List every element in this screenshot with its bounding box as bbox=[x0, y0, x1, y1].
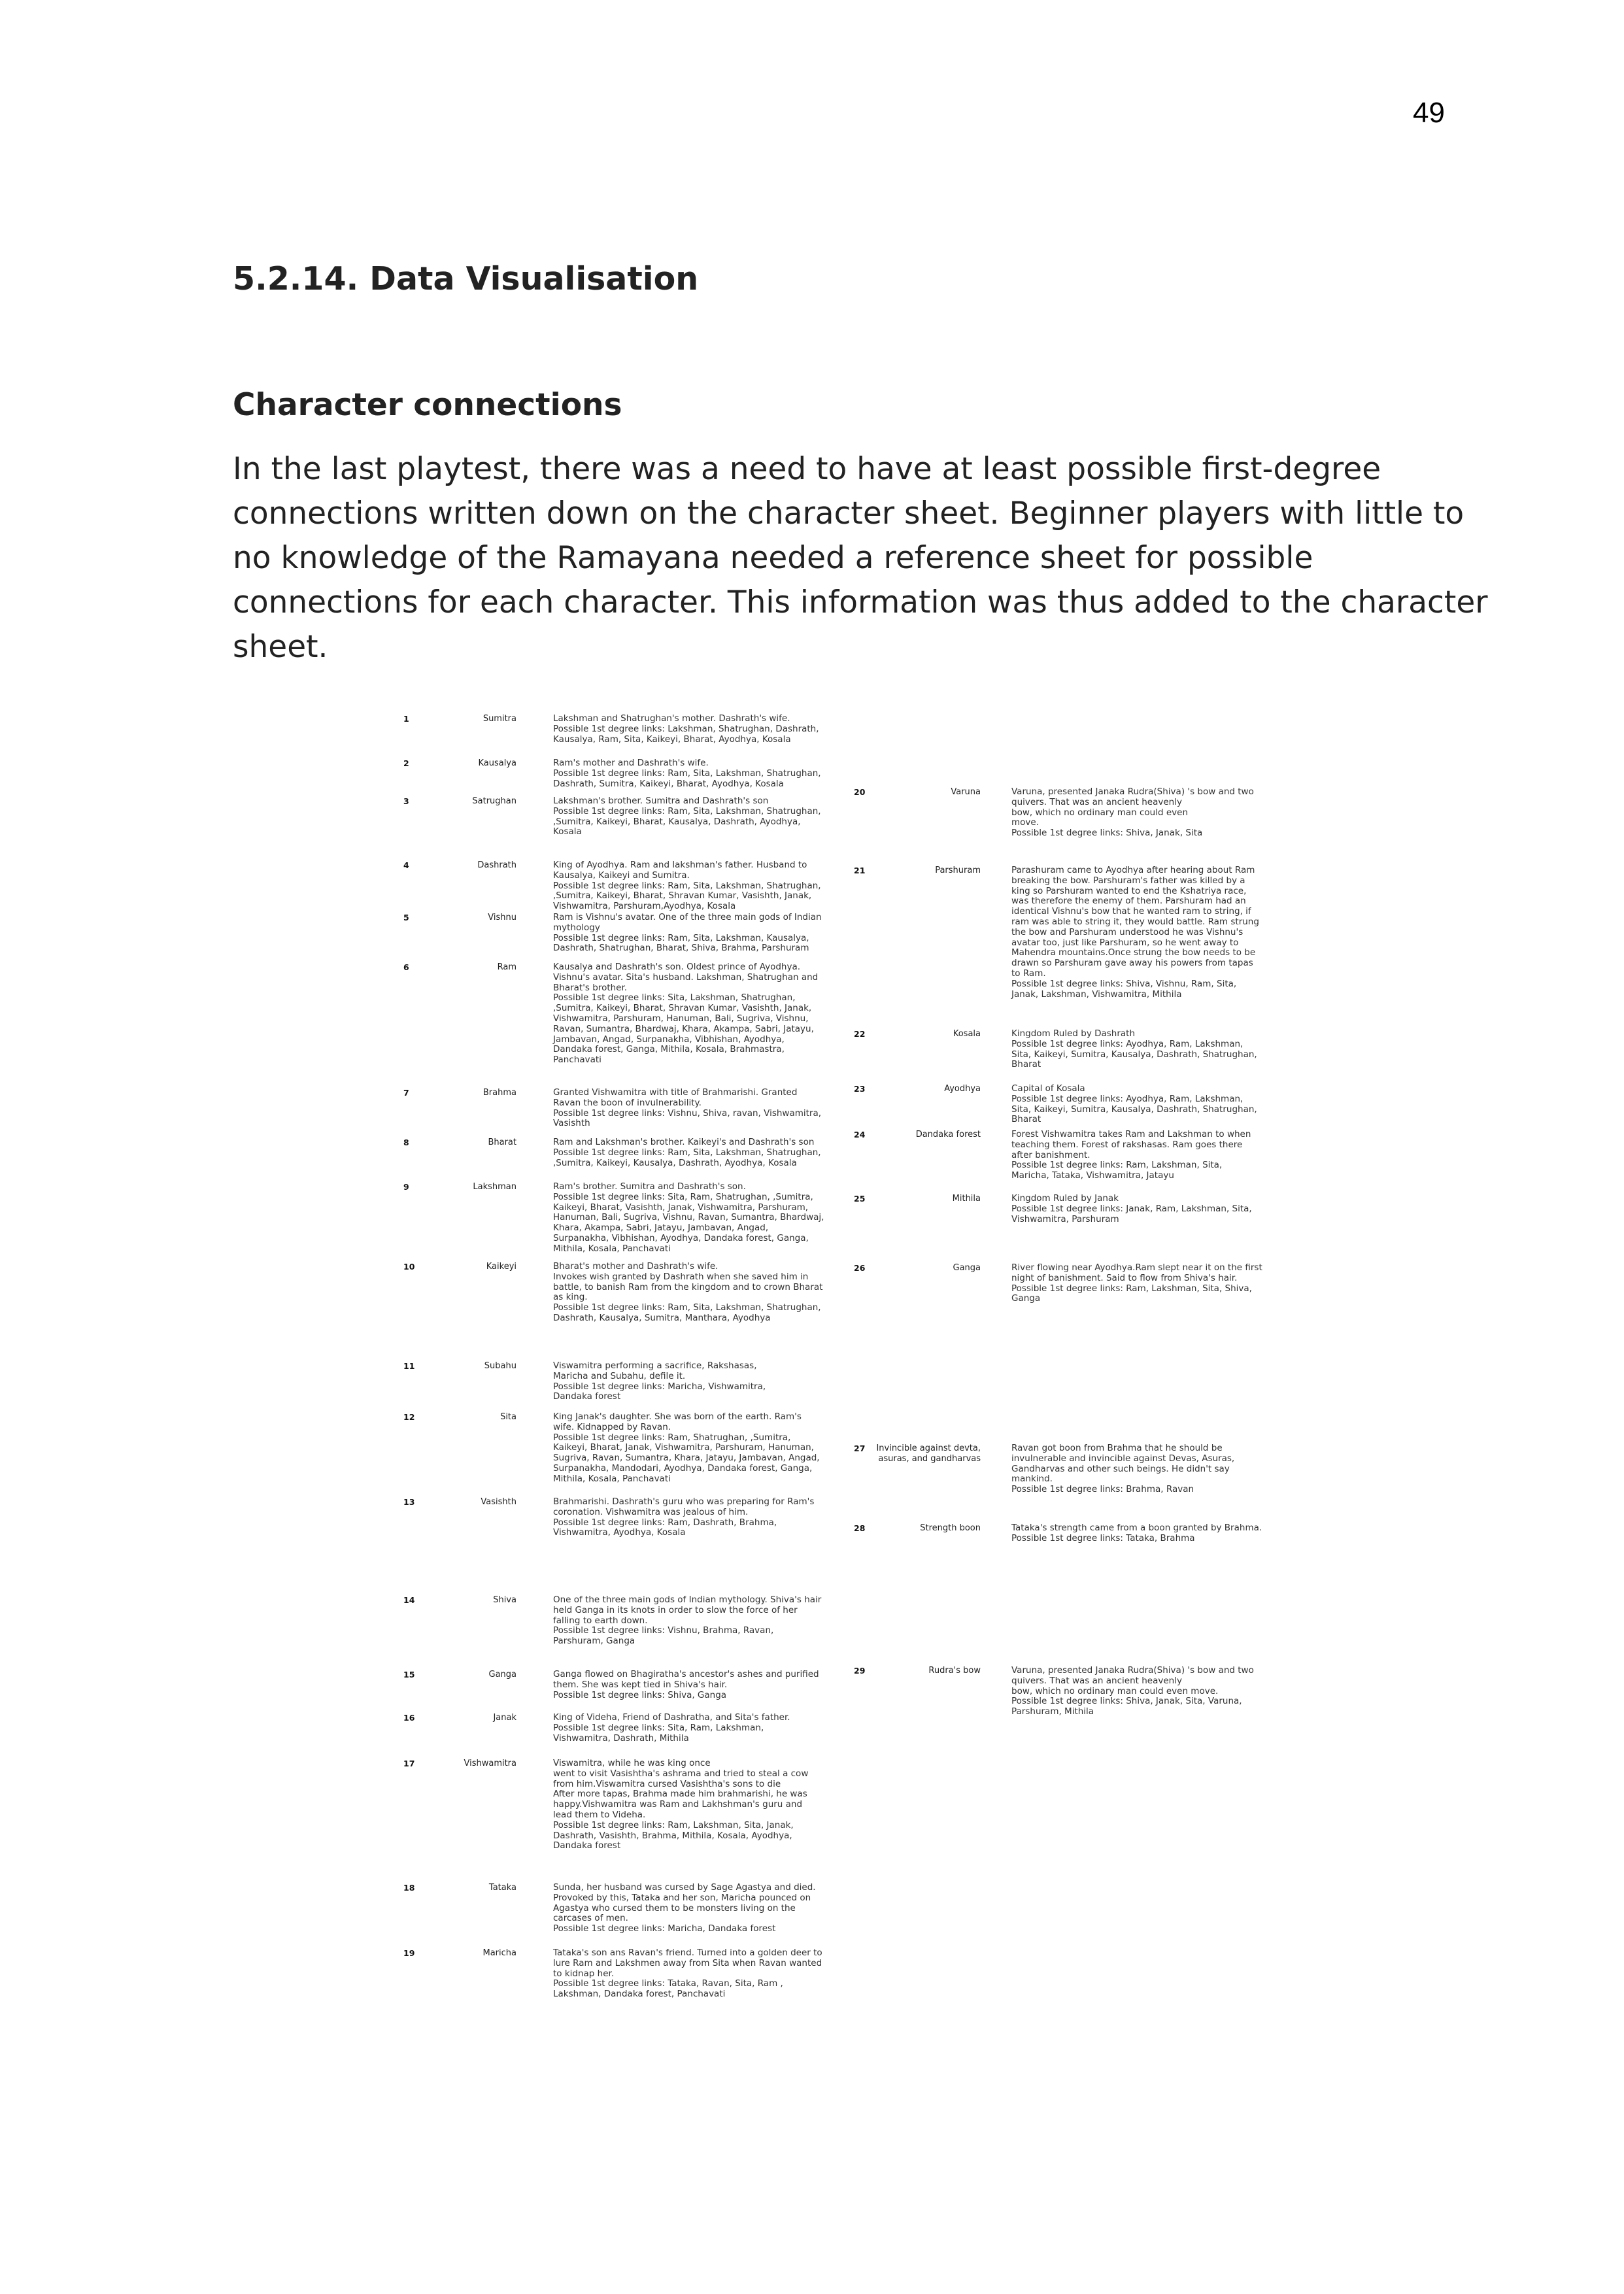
character-name bbox=[418, 1759, 516, 1769]
description-line: Brahmarishi. Dashrath's guru who was preparing for Ram's bbox=[553, 1496, 815, 1507]
description-line: Viswamitra, while he was king once bbox=[553, 1758, 711, 1768]
description-line: ,Sumitra, Kaikeyi, Kausalya, Dashrath, Ayodhya, Kosala bbox=[553, 1157, 797, 1168]
description-line: lead them to Videha. bbox=[553, 1809, 646, 1820]
description-line: them. She was kept tied in Shiva's hair. bbox=[553, 1679, 728, 1690]
description-line: was therefore the enemy of them. Parshuram had an bbox=[1011, 896, 1246, 907]
character-name-line: Satrughan bbox=[472, 796, 516, 806]
character-name-line: Lakshman bbox=[473, 1182, 516, 1192]
description-line: Dandaka forest bbox=[553, 1840, 621, 1851]
row-number: 8 bbox=[403, 1138, 409, 1147]
description-line: Lakshman and Shatrughan's mother. Dashrath's wife. bbox=[553, 713, 790, 724]
description-line: Bharat bbox=[1011, 1114, 1041, 1125]
description-line: Possible 1st degree links: Sita, Ram, Shatrughan, ,Sumitra, bbox=[553, 1191, 813, 1202]
intro-line: connections written down on the character sheet. Beginner players with little to bbox=[233, 496, 1464, 531]
description-line: Varuna, presented Janaka Rudra(Shiva) 's bow and two bbox=[1011, 786, 1254, 797]
character-name-line: Rudra's bow bbox=[928, 1666, 981, 1676]
description-line: after banishment. bbox=[1011, 1149, 1091, 1160]
character-name-line: Ram bbox=[497, 962, 516, 972]
description-line: Possible 1st degree links: Vishnu, Shiva, ravan, Vishwamitra, bbox=[553, 1107, 822, 1119]
description-line: Vishwamitra, Parshuram bbox=[1011, 1213, 1119, 1224]
character-description bbox=[553, 1948, 841, 2000]
character-name bbox=[418, 714, 516, 724]
character-name-line: Kosala bbox=[953, 1029, 981, 1039]
description-line: Sunda, her husband was cursed by Sage Agastya and died. bbox=[553, 1882, 816, 1893]
row-number: 21 bbox=[854, 866, 866, 875]
description-line: Possible 1st degree links: Shiva, Ganga bbox=[553, 1689, 727, 1700]
row-number: 1 bbox=[403, 714, 409, 724]
description-line: Mahendra mountains.Once strung the bow needs to be bbox=[1011, 947, 1256, 958]
description-line: Invokes wish granted by Dashrath when she saved him in bbox=[553, 1271, 809, 1282]
intro-line: no knowledge of the Ramayana needed a reference sheet for possible bbox=[233, 540, 1313, 576]
row-number: 13 bbox=[403, 1497, 415, 1507]
description-line: River flowing near Ayodhya.Ram slept near it on the first bbox=[1011, 1262, 1262, 1273]
description-line: Possible 1st degree links: Tataka, Ravan, Sita, Ram , bbox=[553, 1978, 783, 1989]
description-line: Agastya who cursed them to be monsters living on the bbox=[553, 1902, 796, 1914]
character-name-line: Tataka bbox=[488, 1883, 516, 1893]
character-name bbox=[418, 1713, 516, 1723]
intro-line: sheet. bbox=[233, 629, 328, 665]
description-line: night of banishment. Said to flow from Shiva's hair. bbox=[1011, 1272, 1238, 1283]
description-line: to Ram. bbox=[1011, 968, 1046, 979]
description-line: One of the three main gods of Indian mythology. Shiva's hair bbox=[553, 1594, 822, 1605]
description-line: Dashrath, Vasishth, Brahma, Mithila, Kosala, Ayodhya, bbox=[553, 1830, 792, 1841]
character-name bbox=[870, 1029, 981, 1039]
row-number: 16 bbox=[403, 1713, 415, 1723]
description-line: Provoked by this, Tataka and her son, Maricha pounced on bbox=[553, 1892, 811, 1903]
description-line: Vishnu's avatar. Sita's husband. Lakshman, Shatrughan and bbox=[553, 971, 819, 983]
row-number: 3 bbox=[403, 796, 409, 806]
row-number: 22 bbox=[854, 1029, 866, 1039]
description-line: wife. Kidnapped by Ravan. bbox=[553, 1421, 671, 1432]
description-line: Viswamitra performing a sacrifice, Rakshasas, bbox=[553, 1360, 757, 1371]
description-line: Gandharvas and other such beings. He didn't say bbox=[1011, 1463, 1230, 1474]
description-line: Possible 1st degree links: Ram, Lakshman, Sita, Janak, bbox=[553, 1819, 794, 1830]
character-name-line: Kausalya bbox=[478, 758, 516, 768]
character-name-line: Vasishth bbox=[481, 1497, 516, 1507]
description-line: drawn so Parshuram gave away his powers from tapas bbox=[1011, 958, 1253, 969]
row-number: 24 bbox=[854, 1130, 866, 1139]
character-name bbox=[870, 1523, 981, 1534]
description-line: Ram is Vishnu's avatar. One of the three main gods of Indian bbox=[553, 912, 822, 922]
character-description bbox=[553, 1497, 841, 1538]
description-line: After more tapas, Brahma made him brahmarishi, he was bbox=[553, 1789, 807, 1800]
character-name bbox=[418, 1670, 516, 1680]
character-description bbox=[1011, 1523, 1286, 1544]
description-line: move. bbox=[1011, 817, 1039, 828]
description-line: ,Sumitra, Kaikeyi, Bharat, Shravan Kumar, Vasishth, Janak, bbox=[553, 1003, 812, 1014]
character-description bbox=[553, 796, 841, 837]
description-line: Possible 1st degree links: Sita, Lakshman, Shatrughan, bbox=[553, 992, 796, 1004]
description-line: Tataka's strength came from a boon granted by Brahma. bbox=[1011, 1523, 1262, 1533]
character-description bbox=[553, 1262, 841, 1324]
description-line: from him.Viswamitra cursed Vasishtha's sons to die bbox=[553, 1778, 781, 1789]
row-number: 18 bbox=[403, 1883, 415, 1893]
description-line: Sugriva, Ravan, Sumantra, Khara, Jatayu, Jambavan, Angad, bbox=[553, 1453, 820, 1464]
character-name bbox=[870, 1666, 981, 1676]
description-line: Possible 1st degree links: Shiva, Vishnu, Ram, Sita, bbox=[1011, 978, 1237, 989]
character-name bbox=[418, 913, 516, 923]
description-line: Dashrath, Shatrughan, Bharat, Shiva, Brahma, Parshuram bbox=[553, 943, 809, 954]
character-name-line: Vishwamitra bbox=[464, 1759, 516, 1768]
description-line: Possible 1st degree links: Ayodhya, Ram, Lakshman, bbox=[1011, 1093, 1243, 1104]
character-name bbox=[870, 1084, 981, 1094]
character-name bbox=[870, 866, 981, 876]
description-line: bow, which no ordinary man could even bbox=[1011, 807, 1189, 818]
description-line: Kingdom Ruled by Janak bbox=[1011, 1193, 1119, 1204]
row-number: 7 bbox=[403, 1088, 409, 1098]
description-line: Ravan got boon from Brahma that he should be bbox=[1011, 1443, 1223, 1453]
description-line: to kidnap her. bbox=[553, 1968, 615, 1979]
description-line: Possible 1st degree links: Ram, Sita, Lakshman, Kausalya, bbox=[553, 932, 809, 943]
description-line: King of Videha, Friend of Dashratha, and Sita's father. bbox=[553, 1712, 790, 1723]
description-line: Dashrath, Sumitra, Kaikeyi, Bharat, Ayodhya, Kosala bbox=[553, 778, 784, 789]
character-description bbox=[553, 1595, 841, 1647]
character-description bbox=[553, 962, 841, 1066]
row-number: 29 bbox=[854, 1666, 866, 1676]
character-name-line: Kaikeyi bbox=[486, 1262, 516, 1272]
description-line: ram was able to string it, they would battle. Ram strung bbox=[1011, 916, 1259, 927]
description-line: Khara, Akampa, Sabri, Jatayu, Jambavan, Angad, bbox=[553, 1223, 769, 1234]
description-line: Dandaka forest, Ganga, Mithila, Kosala, Brahmastra, bbox=[553, 1044, 785, 1055]
description-line: Mithila, Kosala, Panchavati bbox=[553, 1473, 671, 1484]
description-line: lure Ram and Lakshmen away from Sita when Ravan wanted bbox=[553, 1957, 822, 1968]
description-line: Ravan the boon of invulnerability. bbox=[553, 1097, 702, 1108]
character-name-line: Invincible against devta, bbox=[876, 1443, 981, 1453]
character-name-line: Mithila bbox=[952, 1194, 981, 1204]
description-line: Tataka's son ans Ravan's friend. Turned into a golden deer to bbox=[553, 1948, 822, 1958]
description-line: Maricha, Tataka, Vishwamitra, Jatayu bbox=[1011, 1170, 1174, 1181]
character-description bbox=[1011, 866, 1286, 1000]
character-name bbox=[870, 1130, 981, 1140]
character-name-line: Bharat bbox=[488, 1138, 516, 1147]
description-line: Dashrath, Kausalya, Sumitra, Manthara, Ayodhya bbox=[553, 1312, 771, 1323]
description-line: Sita, Kaikeyi, Sumitra, Kausalya, Dashrath, Shatrughan, bbox=[1011, 1049, 1257, 1060]
row-number: 19 bbox=[403, 1948, 415, 1958]
description-line: Possible 1st degree links: Ram, Lakshman, Sita, Shiva, bbox=[1011, 1283, 1252, 1294]
description-line: avatar too, just like Parshuram, so he went away to bbox=[1011, 937, 1239, 948]
description-line: Possible 1st degree links: Ram, Sita, Lakshman, Shatrughan, bbox=[553, 1302, 821, 1313]
character-name bbox=[870, 787, 981, 798]
character-description bbox=[553, 714, 841, 745]
character-description bbox=[1011, 1084, 1286, 1125]
sub-heading: Character connections bbox=[233, 387, 622, 423]
character-name bbox=[418, 1412, 516, 1423]
intro-paragraph bbox=[233, 447, 1488, 669]
description-line: Possible 1st degree links: Sita, Ram, Lakshman, bbox=[553, 1722, 764, 1733]
character-name-line: Maricha bbox=[482, 1948, 516, 1958]
row-number: 23 bbox=[854, 1084, 866, 1094]
character-description bbox=[553, 913, 841, 954]
description-line: Ram and Lakshman's brother. Kaikeyi's and Dashrath's son bbox=[553, 1137, 815, 1147]
description-line: Parshuram, Mithila bbox=[1011, 1706, 1094, 1717]
section-heading: 5.2.14. Data Visualisation bbox=[233, 260, 699, 297]
description-line: Surpanakha, Vibhishan, Ayodhya, Dandaka forest, Ganga, bbox=[553, 1232, 809, 1243]
description-line: Possible 1st degree links: Ram, Shatrughan, ,Sumitra, bbox=[553, 1432, 791, 1443]
description-line: Kingdom Ruled by Dashrath bbox=[1011, 1028, 1136, 1039]
character-description bbox=[1011, 1029, 1286, 1070]
description-line: Hanuman, Bali, Sugriva, Vishnu, Ravan, Sumantra, Bhardwaj, bbox=[553, 1212, 824, 1223]
character-name-line: Vishnu bbox=[488, 913, 516, 922]
character-description bbox=[553, 1182, 841, 1255]
row-number: 10 bbox=[403, 1262, 415, 1272]
description-line: Ram's mother and Dashrath's wife. bbox=[553, 758, 709, 768]
row-number: 4 bbox=[403, 860, 409, 870]
description-line: Possible 1st degree links: Brahma, Ravan bbox=[1011, 1484, 1194, 1495]
page-number: 49 bbox=[1413, 97, 1445, 129]
character-description bbox=[553, 758, 841, 789]
description-line: battle, to banish Ram from the kingdom and to crown Bharat bbox=[553, 1281, 823, 1292]
description-line: Possible 1st degree links: Ram, Sita, Lakshman, Shatrughan, bbox=[553, 805, 821, 817]
description-line: Kaikeyi, Bharat, Vasishth, Janak, Vishwamitra, Parshuram, bbox=[553, 1202, 809, 1213]
description-line: Possible 1st degree links: Shiva, Janak, Sita, Varuna, bbox=[1011, 1696, 1242, 1707]
description-line: Possible 1st degree links: Tataka, Brahma bbox=[1011, 1532, 1195, 1543]
description-line: Possible 1st degree links: Shiva, Janak, Sita bbox=[1011, 828, 1203, 839]
description-line: Surpanakha, Mandodari, Ayodhya, Dandaka forest, Ganga, bbox=[553, 1462, 813, 1474]
character-name-line: Dandaka forest bbox=[915, 1130, 981, 1139]
description-line: Possible 1st degree links: Maricha, Vishwamitra, bbox=[553, 1381, 766, 1392]
row-number: 25 bbox=[854, 1194, 866, 1204]
row-number: 20 bbox=[854, 787, 866, 797]
description-line: Possible 1st degree links: Lakshman, Shatrughan, Dashrath, bbox=[553, 723, 819, 734]
description-line: Possible 1st degree links: Ayodhya, Ram, Lakshman, bbox=[1011, 1038, 1243, 1049]
description-line: Possible 1st degree links: Vishnu, Brahma, Ravan, bbox=[553, 1625, 774, 1636]
character-name bbox=[870, 1263, 981, 1274]
character-description bbox=[553, 1713, 841, 1744]
character-description bbox=[553, 1670, 841, 1700]
description-line: Possible 1st degree links: Ram, Dashrath, Brahma, bbox=[553, 1517, 777, 1528]
description-line: as king. bbox=[553, 1292, 588, 1303]
character-description bbox=[1011, 1666, 1286, 1717]
character-name-line: Ganga bbox=[488, 1670, 516, 1679]
character-name-line: Brahma bbox=[482, 1088, 516, 1098]
row-number: 17 bbox=[403, 1759, 415, 1768]
description-line: Granted Vishwamitra with title of Brahmarishi. Granted bbox=[553, 1087, 798, 1098]
description-line: ,Sumitra, Kaikeyi, Bharat, Shravan Kumar, Vasishth, Janak, bbox=[553, 890, 812, 902]
description-line: Capital of Kosala bbox=[1011, 1083, 1085, 1094]
character-name-line: asuras, and gandharvas bbox=[878, 1453, 981, 1464]
description-line: Vasishth bbox=[553, 1118, 590, 1129]
description-line: Ganga flowed on Bhagiratha's ancestor's ashes and purified bbox=[553, 1669, 819, 1679]
description-line: Possible 1st degree links: Ram, Sita, Lakshman, Shatrughan, bbox=[553, 1147, 821, 1158]
description-line: Forest Vishwamitra takes Ram and Lakshman to when bbox=[1011, 1129, 1251, 1139]
description-line: ,Sumitra, Kaikeyi, Bharat, Kausalya, Dashrath, Ayodhya, bbox=[553, 816, 801, 827]
row-number: 2 bbox=[403, 758, 409, 768]
character-description bbox=[553, 1412, 841, 1485]
description-line: Maricha and Subahu, defile it. bbox=[553, 1370, 686, 1381]
description-line: Kausalya, Ram, Sita, Kaikeyi, Bharat, Ayodhya, Kosala bbox=[553, 734, 791, 745]
description-line: Ravan, Sumantra, Bhardwaj, Khara, Akampa, Sabri, Jatayu, bbox=[553, 1023, 814, 1034]
description-line: King of Ayodhya. Ram and lakshman's father. Husband to bbox=[553, 860, 807, 870]
character-name-line: Dashrath bbox=[477, 860, 516, 870]
description-line: Bharat bbox=[1011, 1059, 1041, 1070]
description-line: Possible 1st degree links: Janak, Ram, Lakshman, Sita, bbox=[1011, 1203, 1252, 1214]
row-number: 26 bbox=[854, 1263, 866, 1273]
description-line: mythology bbox=[553, 922, 600, 933]
character-description bbox=[1011, 1443, 1286, 1495]
description-line: Possible 1st degree links: Ram, Sita, Lakshman, Shatrughan, bbox=[553, 880, 821, 891]
row-number: 28 bbox=[854, 1523, 866, 1533]
character-name bbox=[418, 1182, 516, 1192]
description-line: falling to earth down. bbox=[553, 1615, 648, 1626]
character-name-line: Janak bbox=[493, 1713, 516, 1723]
character-description bbox=[553, 1759, 841, 1851]
character-description bbox=[553, 860, 841, 912]
description-line: bow, which no ordinary man could even move. bbox=[1011, 1685, 1219, 1696]
description-line: Vishwamitra, Dashrath, Mithila bbox=[553, 1732, 689, 1744]
character-name bbox=[870, 1443, 981, 1464]
row-number: 12 bbox=[403, 1412, 415, 1422]
character-name-line: Sita bbox=[500, 1412, 516, 1422]
character-name-line: Shiva bbox=[493, 1595, 516, 1605]
row-number: 6 bbox=[403, 962, 409, 972]
description-line: Kaikeyi, Bharat, Janak, Vishwamitra, Parshuram, Hanuman, bbox=[553, 1442, 814, 1453]
description-line: Ganga bbox=[1011, 1293, 1041, 1304]
character-description bbox=[553, 1088, 841, 1129]
description-line: Parashuram came to Ayodhya after hearing about Ram bbox=[1011, 865, 1255, 875]
character-name-line: Varuna bbox=[951, 787, 981, 797]
character-description bbox=[1011, 1263, 1286, 1304]
character-name bbox=[418, 1088, 516, 1098]
description-line: Bharat's brother. bbox=[553, 982, 628, 993]
description-line: coronation. Vishwamitra was jealous of him. bbox=[553, 1506, 749, 1517]
character-name-line: Ayodhya bbox=[944, 1084, 981, 1094]
character-description bbox=[553, 1361, 841, 1402]
description-line: Jambavan, Angad, Surpanakha, Vibhishan, Ayodhya, bbox=[553, 1034, 785, 1045]
character-name-line: Strength boon bbox=[920, 1523, 981, 1533]
character-name bbox=[418, 962, 516, 973]
character-name-line: Subahu bbox=[484, 1361, 516, 1371]
description-line: the bow and Parshuram understood he was Vishnu's bbox=[1011, 926, 1243, 937]
description-line: Varuna, presented Janaka Rudra(Shiva) 's bow and two bbox=[1011, 1665, 1254, 1676]
description-line: Vishwamitra, Parshuram, Hanuman, Bali, Sugriva, Vishnu, bbox=[553, 1013, 809, 1024]
description-line: Dandaka forest bbox=[553, 1391, 621, 1402]
intro-line: connections for each character. This information was thus added to the character bbox=[233, 584, 1488, 620]
character-description bbox=[553, 1883, 841, 1934]
row-number: 5 bbox=[403, 913, 409, 922]
character-name bbox=[418, 860, 516, 871]
character-description bbox=[553, 1138, 841, 1168]
character-name-line: Sumitra bbox=[482, 714, 516, 724]
description-line: quivers. That was an ancient heavenly bbox=[1011, 796, 1182, 807]
description-line: Kausalya and Dashrath's son. Oldest prince of Ayodhya. bbox=[553, 962, 801, 972]
description-line: quivers. That was an ancient heavenly bbox=[1011, 1675, 1182, 1686]
description-line: carcases of men. bbox=[553, 1913, 628, 1924]
character-name bbox=[418, 796, 516, 807]
character-name-line: Ganga bbox=[953, 1263, 981, 1273]
character-name bbox=[418, 1883, 516, 1893]
description-line: mankind. bbox=[1011, 1474, 1053, 1485]
description-line: happy.Vishwamitra was Ram and Lakhshman's guru and bbox=[553, 1799, 803, 1810]
character-name-line: Parshuram bbox=[935, 866, 981, 875]
character-description bbox=[1011, 1130, 1286, 1181]
description-line: teaching them. Forest of rakshasas. Ram goes there bbox=[1011, 1139, 1243, 1150]
row-number: 15 bbox=[403, 1670, 415, 1679]
row-number: 11 bbox=[403, 1361, 415, 1371]
character-name bbox=[418, 1262, 516, 1272]
description-line: Ram's brother. Sumitra and Dashrath's son. bbox=[553, 1181, 746, 1192]
description-line: Vishwamitra, Parshuram,Ayodhya, Kosala bbox=[553, 901, 736, 912]
character-description bbox=[1011, 787, 1286, 839]
description-line: Possible 1st degree links: Ram, Sita, Lakshman, Shatrughan, bbox=[553, 767, 821, 779]
description-line: went to visit Vasishtha's ashrama and tried to steal a cow bbox=[553, 1768, 809, 1779]
description-line: Lakshman, Dandaka forest, Panchavati bbox=[553, 1989, 726, 2000]
character-name bbox=[418, 1497, 516, 1508]
description-line: held Ganga in its knots in order to slow the force of her bbox=[553, 1604, 798, 1615]
description-line: Janak, Lakshman, Vishwamitra, Mithila bbox=[1011, 988, 1182, 1000]
character-name bbox=[418, 1361, 516, 1372]
character-name bbox=[418, 1948, 516, 1959]
description-line: King Janak's daughter. She was born of the earth. Ram's bbox=[553, 1411, 802, 1422]
description-line: Vishwamitra, Ayodhya, Kosala bbox=[553, 1527, 686, 1538]
row-number: 27 bbox=[854, 1443, 866, 1453]
description-line: Kosala bbox=[553, 826, 582, 837]
description-line: identical Vishnu's bow that he wanted ram to string, if bbox=[1011, 906, 1251, 917]
character-name bbox=[418, 1138, 516, 1148]
description-line: Panchavati bbox=[553, 1054, 601, 1066]
description-line: Mithila, Kosala, Panchavati bbox=[553, 1243, 671, 1254]
description-line: Lakshman's brother. Sumitra and Dashrath's son bbox=[553, 796, 769, 806]
description-line: Sita, Kaikeyi, Sumitra, Kausalya, Dashrath, Shatrughan, bbox=[1011, 1104, 1257, 1115]
intro-line: In the last playtest, there was a need to have at least possible first-degree bbox=[233, 451, 1381, 487]
character-name bbox=[870, 1194, 981, 1204]
description-line: Kausalya, Kaikeyi and Sumitra. bbox=[553, 869, 690, 881]
description-line: Possible 1st degree links: Maricha, Dandaka forest bbox=[553, 1923, 776, 1934]
description-line: Parshuram, Ganga bbox=[553, 1636, 635, 1647]
character-description bbox=[1011, 1194, 1286, 1224]
row-number: 9 bbox=[403, 1182, 409, 1192]
description-line: king so Parshuram wanted to end the Kshatriya race, bbox=[1011, 885, 1247, 896]
description-line: Bharat's mother and Dashrath's wife. bbox=[553, 1261, 719, 1272]
description-line: invulnerable and invincible against Devas, Asuras, bbox=[1011, 1453, 1235, 1464]
row-number: 14 bbox=[403, 1595, 415, 1605]
character-name bbox=[418, 1595, 516, 1606]
character-name bbox=[418, 758, 516, 769]
description-line: Possible 1st degree links: Ram, Lakshman, Sita, bbox=[1011, 1160, 1223, 1171]
description-line: breaking the bow. Parshuram's father was killed by a bbox=[1011, 875, 1245, 886]
